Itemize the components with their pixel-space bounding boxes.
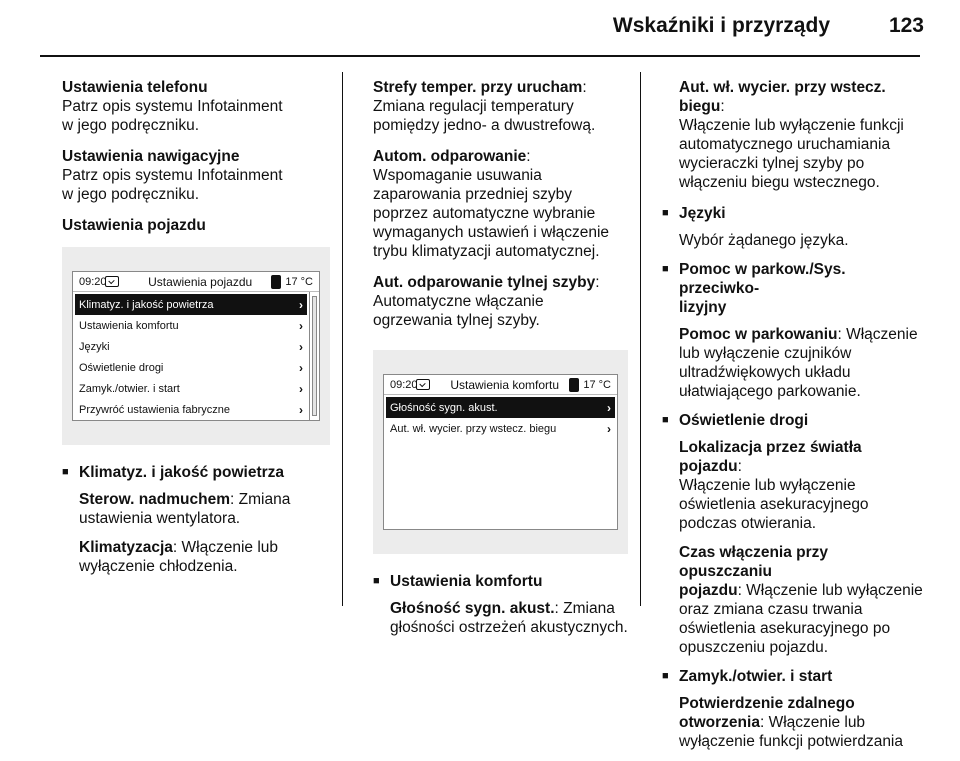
term-text: ustawienia wentylatora. [79, 510, 241, 527]
bullet-heading: ■ Oświetlenie drogi [662, 411, 924, 430]
term-text: : Włączenie lub [172, 539, 279, 556]
menu-item-label: Zamyk./otwier. i start [79, 382, 180, 395]
screen-time: 09:20 [390, 378, 418, 391]
bullet-heading: ■ Ustawienia komfortu [373, 572, 628, 591]
term: otworzenia [679, 714, 760, 731]
menu-item-label: Języki [79, 340, 110, 353]
term-text: Automatyczne włączanie [373, 293, 544, 310]
term: pojazdu [679, 582, 738, 599]
screen-menu-item[interactable] [75, 378, 307, 399]
term: Klimatyzacja [79, 539, 173, 556]
bullet-heading: ■ Języki [662, 204, 924, 223]
bullet-item [662, 438, 924, 533]
menu-item-label: Oświetlenie drogi [79, 361, 164, 374]
text-block [662, 78, 924, 192]
term: Strefy temper. przy urucham [373, 79, 583, 96]
thermometer-icon [569, 378, 579, 392]
term-text: oświetlenia asekuracyjnego [679, 496, 869, 513]
page-number: 123 [888, 14, 924, 37]
screen-top-bar [73, 272, 319, 292]
column-3 [662, 78, 924, 761]
section-text: Patrz opis systemu Infotainment [62, 167, 283, 184]
menu-item-label: Klimatyz. i jakość powietrza [79, 298, 214, 311]
text-block [373, 273, 628, 330]
bullet-heading: ■ Klimatyz. i jakość powietrza [62, 463, 330, 482]
bullet-item [373, 599, 628, 637]
term-text: poprzez automatyczne wybranie [373, 205, 596, 222]
column-2 [373, 78, 628, 647]
term-text: trybu klimatyzacji automatycznej. [373, 243, 600, 260]
term-text: ultradźwiękowych układu [679, 364, 851, 381]
term: Lokalizacja przez światła pojazdu [679, 439, 862, 475]
thermometer-icon [271, 275, 281, 289]
term-text: : Włączenie lub [759, 714, 866, 731]
term-text: Włączenie lub wyłączenie [679, 477, 856, 494]
column-divider-1 [342, 72, 343, 606]
term-text: wyłączenie chłodzenia. [79, 558, 238, 575]
section-text: w jego podręczniku. [62, 117, 199, 134]
screen-menu-list [384, 397, 617, 529]
screen-heading: Ustawienia pojazdu [148, 274, 253, 289]
term-text: wymaganych ustawień i włączenie [373, 224, 610, 241]
term: Aut. odparowanie tylnej szyby [373, 274, 596, 291]
bullet-item [662, 694, 924, 751]
navigation-settings-section [62, 147, 330, 204]
chevron-right-icon: › [607, 400, 611, 415]
settings-check-icon [416, 379, 430, 390]
term-text: Włączenie lub wyłączenie funkcji [679, 117, 904, 134]
term-text: : Zmiana [554, 600, 615, 617]
term-text: lub wyłączenie czujników [679, 345, 852, 362]
screen-temperature: 17 °C [285, 275, 313, 288]
term-text: : [526, 148, 531, 165]
section-title: Ustawienia nawigacyjne [62, 148, 240, 165]
screen-menu-item[interactable] [75, 399, 307, 420]
page-header-title: Wskaźniki i przyrządy [612, 14, 830, 37]
screen-menu-list [73, 292, 309, 420]
screen-menu-item[interactable] [75, 315, 307, 336]
screen-scrollbar[interactable] [309, 292, 319, 420]
screen-menu-item[interactable] [75, 336, 307, 357]
term: Czas włączenia przy opuszczaniu [679, 544, 829, 580]
term: Aut. wł. wycier. przy wstecz. biegu [679, 79, 886, 115]
term-text: zaparowania przedniej szyby [373, 186, 573, 203]
term-text: pomiędzy jedno- a dwustrefową. [373, 117, 596, 134]
screen-heading: Ustawienia komfortu [450, 377, 560, 392]
bullet-heading-line: lizyjny [679, 299, 727, 316]
chevron-right-icon: › [607, 421, 611, 436]
bullet-item [62, 538, 330, 576]
term-text: : [582, 79, 587, 96]
bullet-item [662, 543, 924, 657]
term-text: opuszczeniu pojazdu. [679, 639, 829, 656]
column-divider-2 [640, 72, 641, 606]
bullet-item: Wybór żądanego języka. [679, 232, 849, 249]
term-text: : [720, 98, 725, 115]
chevron-right-icon: › [299, 297, 303, 312]
section-title: Ustawienia pojazdu [62, 217, 206, 234]
term-text: : Zmiana [230, 491, 291, 508]
bullet-item [662, 325, 924, 401]
screen-menu-item[interactable] [75, 294, 307, 315]
term-text: : [595, 274, 600, 291]
term-text: : [737, 458, 742, 475]
phone-settings-section [62, 78, 330, 135]
screen-temperature: 17 °C [583, 378, 611, 391]
term-text: podczas otwierania. [679, 515, 816, 532]
menu-item-label: Ustawienia komfortu [79, 319, 179, 332]
term-text: oświetlenia asekuracyjnego po [679, 620, 891, 637]
screen-menu-item[interactable] [75, 357, 307, 378]
vehicle-settings-figure [62, 247, 330, 445]
screen-menu-item[interactable] [386, 418, 615, 439]
term-text: wycieraczki tylnej szyby po [679, 155, 865, 172]
display-screen [72, 271, 320, 421]
text-block [373, 147, 628, 261]
chevron-right-icon: › [299, 402, 303, 417]
menu-item-label: Przywróć ustawienia fabryczne [79, 403, 231, 416]
term-text: głośności ostrzeżeń akustycznych. [390, 619, 628, 636]
term: Głośność sygn. akust. [390, 600, 555, 617]
term-text: Zmiana regulacji temperatury [373, 98, 574, 115]
term: Potwierdzenie zdalnego [679, 695, 855, 712]
bullet-heading-line: ■ Pomoc w parkow./Sys. przeciwko- [679, 261, 846, 297]
term-text: : Włączenie lub wyłączenie [737, 582, 923, 599]
term-text: automatycznego uruchamiania [679, 136, 891, 153]
header-rule [40, 55, 920, 57]
term-text: ułatwiającego parkowanie. [679, 383, 861, 400]
term-text: ogrzewania tylnej szyby. [373, 312, 540, 329]
chevron-right-icon: › [299, 339, 303, 354]
section-title: Ustawienia telefonu [62, 79, 208, 96]
bullet-heading [662, 260, 924, 317]
term-text: włączeniu biegu wstecznego. [679, 174, 880, 191]
term: Pomoc w parkowaniu [679, 326, 838, 343]
term-text: : Włączenie [837, 326, 918, 343]
screen-top-bar [384, 375, 617, 395]
settings-check-icon [105, 276, 119, 287]
column-1 [62, 78, 330, 586]
text-block [373, 78, 628, 135]
chevron-right-icon: › [299, 318, 303, 333]
bullet-heading: ■ Zamyk./otwier. i start [662, 667, 924, 686]
menu-item-label: Głośność sygn. akust. [390, 401, 498, 414]
comfort-settings-figure [373, 350, 628, 554]
chevron-right-icon: › [299, 381, 303, 396]
screen-time: 09:20 [79, 275, 107, 288]
term: Autom. odparowanie [373, 148, 527, 165]
chevron-right-icon: › [299, 360, 303, 375]
bullet-item [62, 490, 330, 528]
term-text: oraz zmiana czasu trwania [679, 601, 863, 618]
display-screen [383, 374, 618, 530]
screen-empty-area [384, 439, 617, 529]
menu-item-label: Aut. wł. wycier. przy wstecz. biegu [390, 422, 557, 435]
term-text: Wspomaganie usuwania [373, 167, 542, 184]
term: Sterow. nadmuchem [79, 491, 231, 508]
term-text: wyłączenie funkcji potwierdzania [679, 733, 904, 750]
section-text: Patrz opis systemu Infotainment [62, 98, 283, 115]
section-text: w jego podręczniku. [62, 186, 199, 203]
scrollbar-thumb[interactable] [312, 296, 317, 416]
screen-menu-item[interactable] [386, 397, 615, 418]
